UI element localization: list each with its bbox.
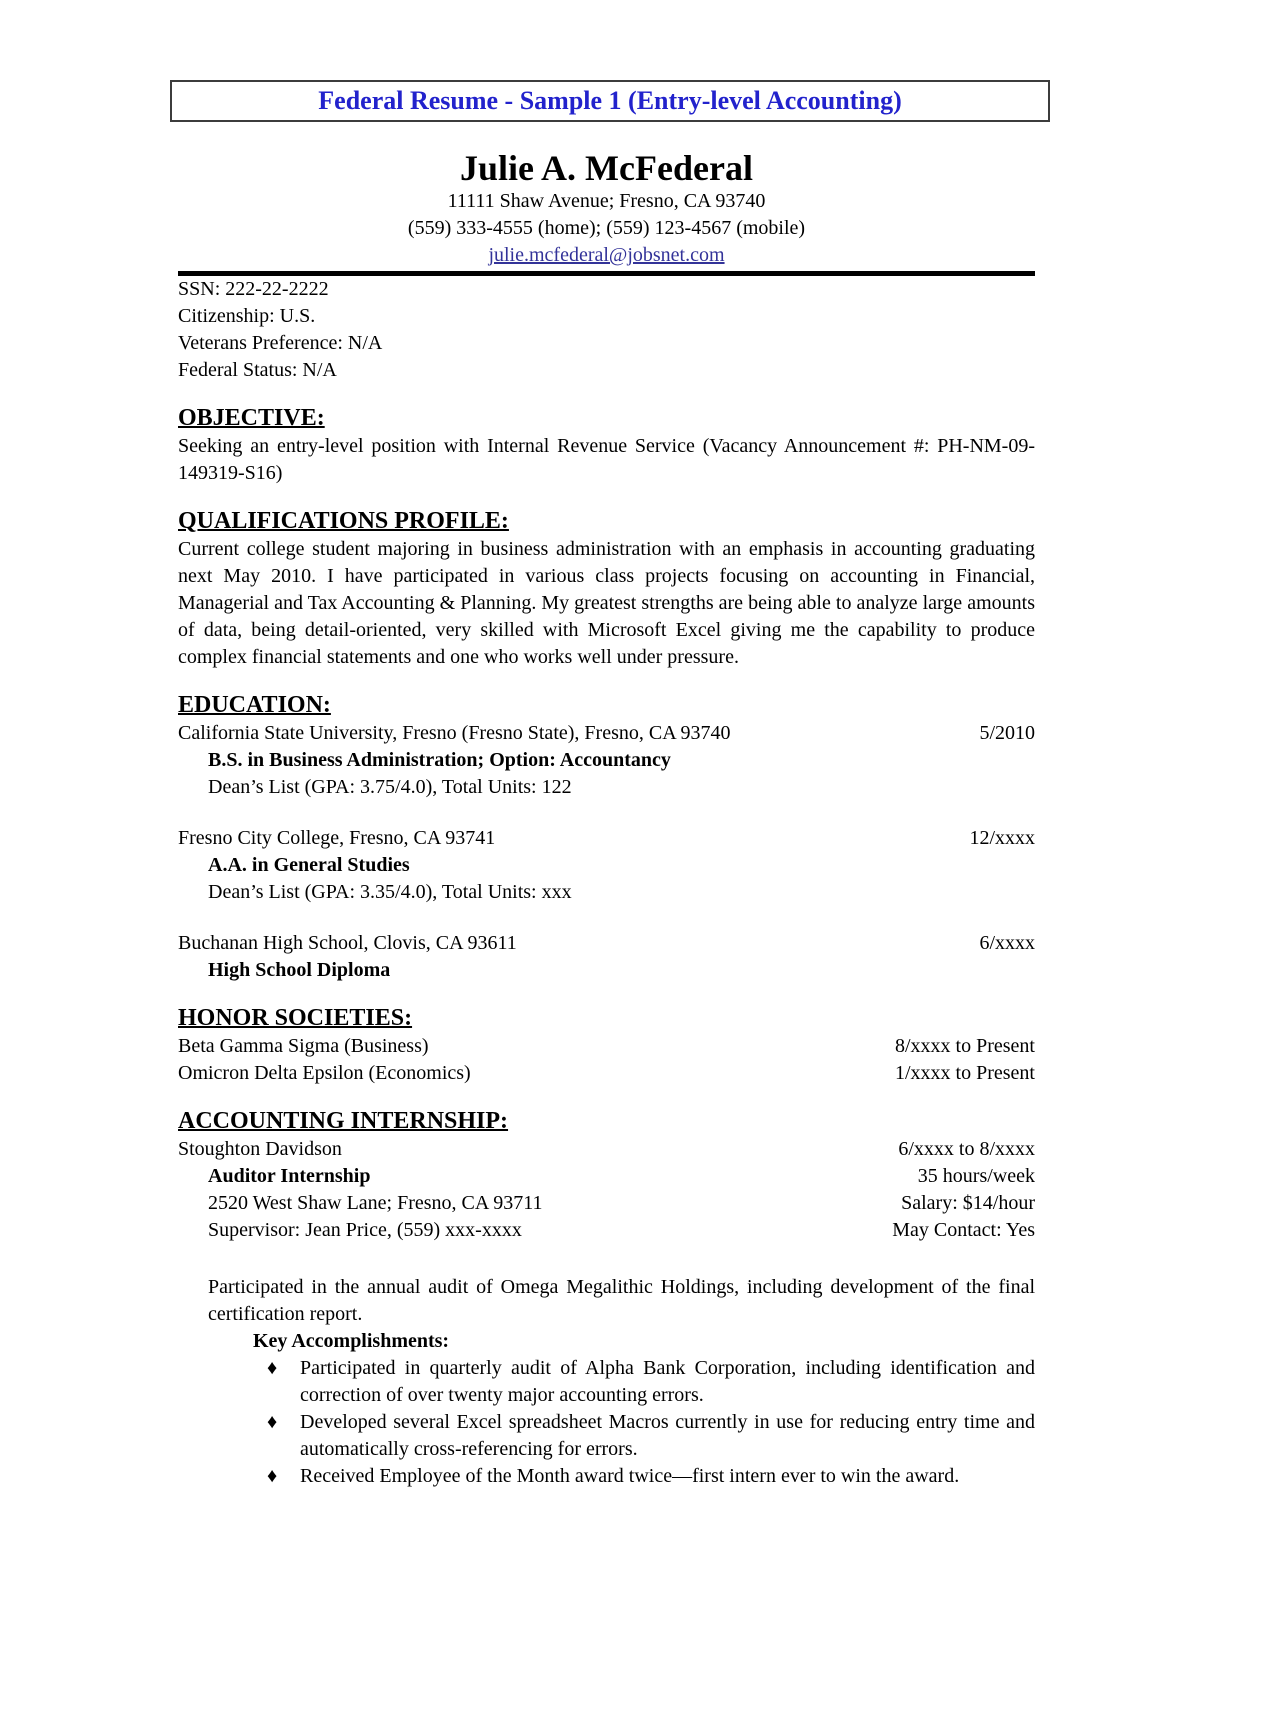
degree-details: Dean’s List (GPA: 3.75/4.0), Total Units: 122 <box>208 776 572 798</box>
federal-status-line: Federal Status: N/A <box>178 359 337 381</box>
diamond-bullet-icon: ♦ <box>267 1411 278 1433</box>
email-link[interactable]: julie.mcfederal@jobsnet.com <box>488 244 725 266</box>
salary: Salary: $14/hour <box>901 1192 1035 1214</box>
objective-heading: OBJECTIVE: <box>178 405 325 431</box>
employer-address: 2520 West Shaw Lane; Fresno, CA 93711 <box>208 1192 543 1214</box>
hours-per-week: 35 hours/week <box>917 1165 1035 1187</box>
address-line: 11111 Shaw Avenue; Fresno, CA 93740 <box>447 190 766 212</box>
education-entry <box>178 720 1035 801</box>
society-date: 8/xxxx to Present <box>895 1035 1035 1057</box>
internship-summary: Participated in the annual audit of Omega Megalithic Holdings, including development of the final certification report. <box>208 1276 1035 1325</box>
degree: B.S. in Business Administration; Option: Accountancy <box>208 749 671 771</box>
accomplishment-item <box>178 1463 1035 1490</box>
ssn-line: SSN: 222-22-2222 <box>178 278 329 300</box>
education-heading: EDUCATION: <box>178 692 331 718</box>
personal-info-block <box>178 276 1035 384</box>
accomplishment-item <box>178 1409 1035 1463</box>
school-name: California State University, Fresno (Fresno State), Fresno, CA 93740 <box>178 722 731 744</box>
candidate-name: Julie A. McFederal <box>460 148 753 188</box>
phone-line: (559) 333-4555 (home); (559) 123-4567 (mobile) <box>407 217 806 239</box>
society-name: Beta Gamma Sigma (Business) <box>178 1035 429 1057</box>
accomplishment-item <box>178 1355 1035 1409</box>
school-date: 6/xxxx <box>979 932 1035 954</box>
degree: High School Diploma <box>208 959 391 981</box>
society-name: Omicron Delta Epsilon (Economics) <box>178 1062 471 1084</box>
degree: A.A. in General Studies <box>208 854 410 876</box>
society-date: 1/xxxx to Present <box>895 1062 1035 1084</box>
school-name: Buchanan High School, Clovis, CA 93611 <box>178 932 517 954</box>
key-accomplishments-heading: Key Accomplishments: <box>253 1330 450 1352</box>
degree-details: Dean’s List (GPA: 3.35/4.0), Total Units: xxx <box>208 881 572 903</box>
education-entry <box>178 930 1035 984</box>
employer-name: Stoughton Davidson <box>178 1138 342 1160</box>
veterans-preference-line: Veterans Preference: N/A <box>178 332 383 354</box>
internship-heading: ACCOUNTING INTERNSHIP: <box>178 1108 509 1134</box>
document-title: Federal Resume - Sample 1 (Entry-level Accounting) <box>318 86 902 115</box>
qualifications-text: Current college student majoring in business administration with an emphasis in accounting graduating next May 2010. I have participated in various class projects focusing on accounting in Financial, Managerial and Tax Accounting & Planning. My greatest strengths are being able to analyze large amounts of data, being detail-oriented, very skilled with Microsoft Excel giving me the capability to produce complex financial statements and one who works well under pressure. <box>178 538 1035 668</box>
resume-content <box>178 148 1035 1490</box>
employment-dates: 6/xxxx to 8/xxxx <box>898 1138 1035 1160</box>
internship-entry <box>178 1136 1035 1490</box>
qualifications-heading: QUALIFICATIONS PROFILE: <box>178 508 509 534</box>
accomplishment-text: Participated in quarterly audit of Alpha Bank Corporation, including identification and correction of over twenty major accounting errors. <box>300 1357 1035 1406</box>
school-date: 5/2010 <box>979 722 1035 744</box>
accomplishment-text: Received Employee of the Month award twice—first intern ever to win the award. <box>300 1465 960 1487</box>
honor-society-entry <box>178 1060 1035 1087</box>
diamond-bullet-icon: ♦ <box>267 1357 278 1379</box>
school-date: 12/xxxx <box>969 827 1035 849</box>
accomplishment-text: Developed several Excel spreadsheet Macros currently in use for reducing entry time and automatically cross-referencing for errors. <box>300 1411 1035 1460</box>
supervisor: Supervisor: Jean Price, (559) xxx-xxxx <box>208 1219 522 1241</box>
job-title: Auditor Internship <box>208 1165 371 1187</box>
diamond-bullet-icon: ♦ <box>267 1465 278 1487</box>
may-contact: May Contact: Yes <box>892 1219 1035 1241</box>
education-entry <box>178 825 1035 906</box>
objective-text: Seeking an entry-level position with Internal Revenue Service (Vacancy Announcement #: PH-NM-09-149319-S16) <box>178 435 1035 484</box>
citizenship-line: Citizenship: U.S. <box>178 305 316 327</box>
resume-header <box>178 148 1035 269</box>
honor-society-entry <box>178 1033 1035 1060</box>
school-name: Fresno City College, Fresno, CA 93741 <box>178 827 496 849</box>
honor-societies-heading: HONOR SOCIETIES: <box>178 1005 413 1031</box>
document-title-box <box>170 80 1050 122</box>
